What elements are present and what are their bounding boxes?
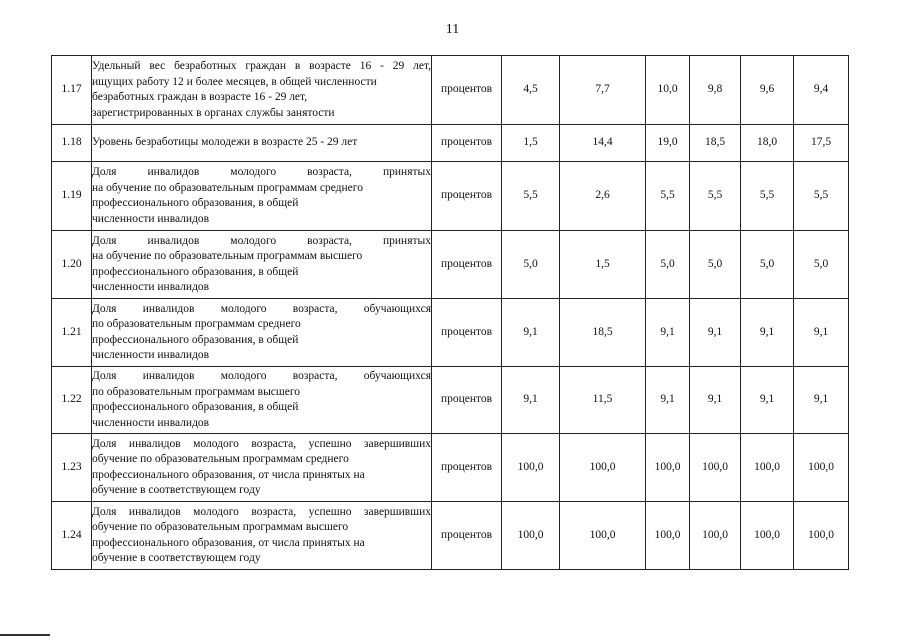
table-row bbox=[52, 125, 849, 162]
value-cell: 18,5 bbox=[560, 299, 646, 367]
value-cell: 18,5 bbox=[690, 125, 741, 162]
indicator-name bbox=[92, 367, 432, 434]
indicator-name-line: на обучение по образовательным программам среднего bbox=[92, 181, 363, 194]
value-cell: 18,0 bbox=[741, 125, 794, 162]
value-cell: 9,1 bbox=[502, 299, 560, 367]
value-cell: 9,8 bbox=[690, 56, 741, 125]
indicator-name-line: обучение по образовательным программам высшего bbox=[92, 521, 349, 533]
page-number: 11 bbox=[445, 22, 460, 37]
value-cell: 9,1 bbox=[794, 367, 849, 434]
page-edge-mark bbox=[0, 634, 50, 636]
indicator-name-line: Доля инвалидов молодого возраста, обучающихся bbox=[92, 302, 431, 315]
value-cell: 19,0 bbox=[646, 125, 690, 162]
indicator-name-line: обучение по образовательным программам среднего bbox=[92, 453, 349, 465]
indicator-name-line: профессионального образования, от числа принятых на bbox=[92, 536, 365, 549]
value-cell: 9,1 bbox=[646, 367, 690, 434]
value-cell: 100,0 bbox=[646, 434, 690, 502]
value-cell: 5,0 bbox=[741, 231, 794, 299]
indicator-name-line: Доля инвалидов молодого возраста, успешно завершивших bbox=[92, 437, 431, 450]
indicators-table bbox=[51, 55, 849, 570]
unit-cell: процентов bbox=[432, 56, 502, 125]
indicator-name-line: профессионального образования, в общей bbox=[92, 401, 299, 413]
row-number: 1.23 bbox=[52, 434, 92, 502]
row-number: 1.21 bbox=[52, 299, 92, 367]
row-number: 1.18 bbox=[52, 125, 92, 162]
value-cell: 100,0 bbox=[794, 502, 849, 570]
value-cell: 7,7 bbox=[560, 56, 646, 125]
indicator-name-line: Доля инвалидов молодого возраста, обучающихся bbox=[92, 370, 431, 382]
unit-cell: процентов bbox=[432, 231, 502, 299]
indicator-name bbox=[92, 299, 432, 367]
indicator-name-line: Доля инвалидов молодого возраста, принятых bbox=[92, 166, 431, 178]
value-cell: 17,5 bbox=[794, 125, 849, 162]
value-cell: 5,5 bbox=[741, 162, 794, 231]
value-cell: 5,0 bbox=[794, 231, 849, 299]
value-cell: 4,5 bbox=[502, 56, 560, 125]
value-cell: 9,1 bbox=[690, 299, 741, 367]
indicator-name-line: зарегистрированных в органах службы занятости bbox=[92, 106, 335, 119]
table-row bbox=[52, 434, 849, 502]
indicator-name-line: численности инвалидов bbox=[92, 349, 210, 361]
indicator-name bbox=[92, 56, 432, 125]
value-cell: 2,6 bbox=[560, 162, 646, 231]
unit-cell: процентов bbox=[432, 434, 502, 502]
indicator-name bbox=[92, 162, 432, 231]
indicator-name-line: Уровень безработицы молодежи в возрасте 25 - 29 лет bbox=[92, 136, 358, 149]
value-cell: 5,5 bbox=[646, 162, 690, 231]
value-cell: 9,6 bbox=[741, 56, 794, 125]
table-row bbox=[52, 231, 849, 299]
unit-cell: процентов bbox=[432, 299, 502, 367]
value-cell: 14,4 bbox=[560, 125, 646, 162]
table-row bbox=[52, 502, 849, 570]
value-cell: 5,5 bbox=[502, 162, 560, 231]
indicator-name-line: профессионального образования, в общей bbox=[92, 265, 299, 278]
indicator-name-line: профессионального образования, в общей bbox=[92, 197, 299, 209]
value-cell: 1,5 bbox=[502, 125, 560, 162]
value-cell: 11,5 bbox=[560, 367, 646, 434]
indicator-name-line: профессионального образования, от числа принятых на bbox=[92, 468, 365, 481]
row-number: 1.24 bbox=[52, 502, 92, 570]
indicator-name-line: Доля инвалидов молодого возраста, принятых bbox=[92, 234, 431, 247]
indicator-name-line: на обучение по образовательным программам высшего bbox=[92, 250, 363, 262]
value-cell: 100,0 bbox=[502, 502, 560, 570]
indicator-name-line: численности инвалидов bbox=[92, 281, 210, 293]
indicator-name-line: по образовательным программам среднего bbox=[92, 318, 301, 330]
indicator-name-line: ищущих работу 12 и более месяцев, в общей численности bbox=[92, 75, 377, 88]
indicator-name-line: численности инвалидов bbox=[92, 212, 210, 225]
value-cell: 5,5 bbox=[794, 162, 849, 231]
value-cell: 100,0 bbox=[690, 502, 741, 570]
value-cell: 100,0 bbox=[560, 434, 646, 502]
value-cell: 9,1 bbox=[794, 299, 849, 367]
value-cell: 9,1 bbox=[741, 299, 794, 367]
value-cell: 5,0 bbox=[502, 231, 560, 299]
indicator-name-line: профессионального образования, в общей bbox=[92, 333, 299, 346]
row-number: 1.20 bbox=[52, 231, 92, 299]
value-cell: 100,0 bbox=[502, 434, 560, 502]
table-row bbox=[52, 299, 849, 367]
value-cell: 5,5 bbox=[690, 162, 741, 231]
indicator-name bbox=[92, 125, 432, 162]
value-cell: 5,0 bbox=[690, 231, 741, 299]
value-cell: 100,0 bbox=[690, 434, 741, 502]
value-cell: 100,0 bbox=[646, 502, 690, 570]
unit-cell: процентов bbox=[432, 367, 502, 434]
value-cell: 9,4 bbox=[794, 56, 849, 125]
table-row bbox=[52, 367, 849, 434]
indicator-name-line: безработных граждан в возрасте 16 - 29 лет, bbox=[92, 91, 308, 103]
value-cell: 100,0 bbox=[794, 434, 849, 502]
value-cell: 9,1 bbox=[690, 367, 741, 434]
indicator-name bbox=[92, 502, 432, 570]
value-cell: 9,1 bbox=[741, 367, 794, 434]
row-number: 1.22 bbox=[52, 367, 92, 434]
value-cell: 100,0 bbox=[741, 502, 794, 570]
indicator-name-line: по образовательным программам высшего bbox=[92, 385, 301, 398]
indicator-name-line: обучение в соответствующем году bbox=[92, 552, 261, 564]
value-cell: 100,0 bbox=[560, 502, 646, 570]
indicator-name bbox=[92, 434, 432, 502]
unit-cell: процентов bbox=[432, 125, 502, 162]
value-cell: 100,0 bbox=[741, 434, 794, 502]
value-cell: 10,0 bbox=[646, 56, 690, 125]
unit-cell: процентов bbox=[432, 162, 502, 231]
indicator-name-line: Доля инвалидов молодого возраста, успешно завершивших bbox=[92, 505, 431, 518]
unit-cell: процентов bbox=[432, 502, 502, 570]
value-cell: 1,5 bbox=[560, 231, 646, 299]
table-row bbox=[52, 56, 849, 125]
indicator-name-line: обучение в соответствующем году bbox=[92, 484, 261, 496]
value-cell: 9,1 bbox=[502, 367, 560, 434]
indicator-name-line: Удельный вес безработных граждан в возрасте 16 - 29 лет, bbox=[92, 60, 431, 72]
row-number: 1.19 bbox=[52, 162, 92, 231]
value-cell: 9,1 bbox=[646, 299, 690, 367]
row-number: 1.17 bbox=[52, 56, 92, 125]
indicator-name bbox=[92, 231, 432, 299]
value-cell: 5,0 bbox=[646, 231, 690, 299]
table-row bbox=[52, 162, 849, 231]
indicator-name-line: численности инвалидов bbox=[92, 416, 210, 429]
